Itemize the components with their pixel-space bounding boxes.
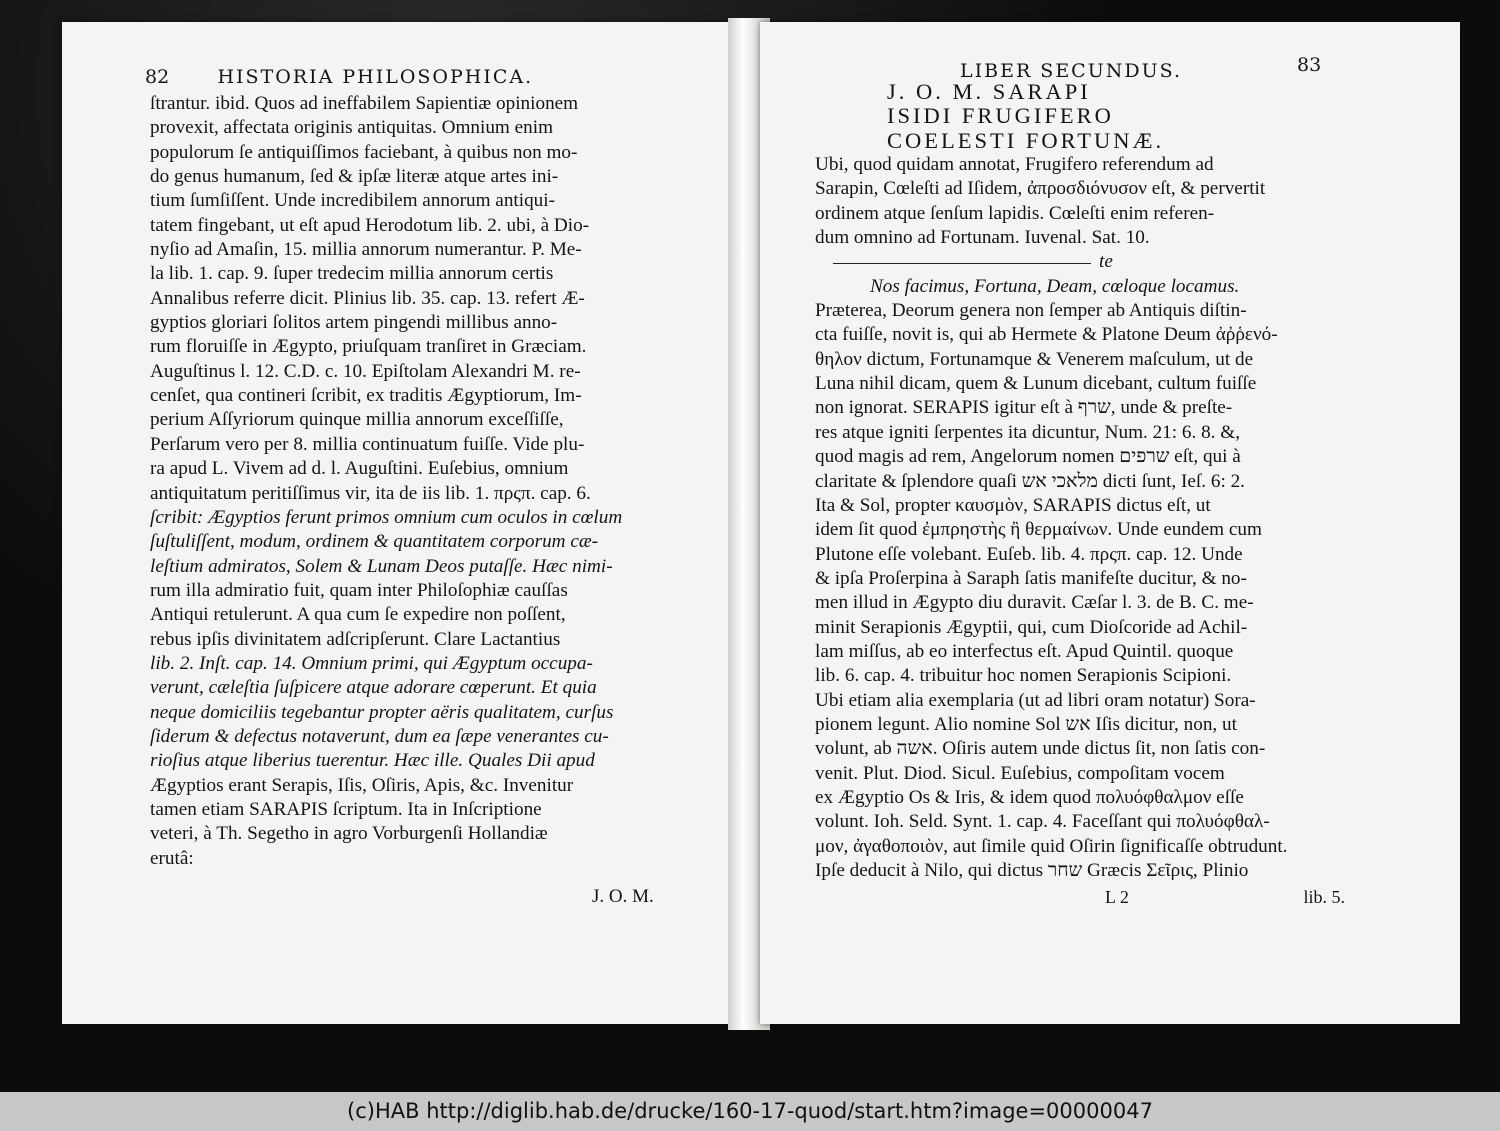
text-line: provexit, affectata originis antiquitas. Omnium enim (150, 117, 554, 139)
text-line: rebus ipſis divinitatem adſcripſerunt. Clare Lactantius (150, 628, 561, 650)
text-line: Sarapin, Cœleſti ad Iſidem, ἀπροσδιόνυσον eſt, & pervertit (815, 178, 1266, 200)
text-line: minit Serapionis Ægyptii, qui, cum Dioſcoride ad Achil- (815, 616, 1248, 638)
text-line: cenſet, qua contineri ſcribit, ex traditis Ægyptiorum, Im- (150, 385, 582, 407)
page-footer-right (1105, 887, 1345, 908)
inscription-line: ISIDI FRUGIFERO (887, 104, 1114, 129)
text-line: verunt, cæleſtia ſuſpicere atque adorare cœperunt. Et quia (150, 677, 597, 699)
text-line: erutâ: (150, 847, 194, 869)
text-line: Ubi, quod quidam annotat, Frugifero referendum ad (815, 154, 1214, 176)
verse-line: Nos facimus, Fortuna, Deam, cœloque locamus. (870, 275, 1240, 297)
text-line: idem ſit quod ἐμπρηστὴς ἢ θερμαίνων. Unde eundem cum (815, 519, 1262, 541)
text-line: ſuſtuliſſent, modum, ordinem & quantitatem corporum cæ- (150, 531, 599, 553)
catchword-right: lib. 5. (1303, 887, 1345, 907)
text-line: Ubi etiam alia exemplaria (ut ad libri oram notatur) Sora- (815, 689, 1256, 711)
text-line: rum illa admiratio fuit, quam inter Philoſophiæ cauſſas (150, 579, 568, 601)
copyright-footer: (c)HAB http://diglib.hab.de/drucke/160-17-quod/start.htm?image=00000047 (0, 1092, 1500, 1131)
text-line: volunt, ab אשה. Oſiris autem unde dictus ſit, non ſatis con- (815, 738, 1266, 760)
inscription-line: COELESTI FORTUNÆ. (887, 128, 1165, 153)
text-line: tamen etiam SARAPIS ſcriptum. Ita in Inſcriptione (150, 798, 542, 820)
text-line: θηλον dictum, Fortunamque & Venerem maſculum, ut de (815, 348, 1254, 370)
text-line: Præterea, Deorum genera non ſemper ab Antiquis diſtin- (815, 300, 1247, 322)
text-line: μον, ἀγαθοποιὸν, aut ſimile quid Oſirin ſignificaſſe obtrudunt. (815, 835, 1288, 857)
inscription-line: J. O. M. SARAPI (887, 80, 1091, 104)
text-line: do genus humanum, ſed & ipſæ literæ atque artes ini- (150, 166, 559, 188)
text-line: neque domiciliis tegebantur propter aëris qualitatem, curſus (150, 701, 614, 723)
text-line: res atque igniti ſerpentes ita dicuntur, Num. 21: 6. 8. &, (815, 421, 1241, 443)
text-line: la lib. 1. cap. 9. ſuper tredecim millia annorum certis (150, 263, 554, 285)
text-line: perium Aſſyriorum quinque millia annorum exceſſiſſe, (150, 409, 564, 431)
right-page-body (815, 80, 1389, 883)
text-line: lam miſſus, ab eo interfectus eſt. Apud Quintil. quoque (815, 640, 1234, 662)
page-number-left: 82 (145, 66, 170, 88)
rule-line (833, 263, 1091, 264)
rule-word: te (1099, 251, 1113, 273)
text-line: Ita & Sol, propter καυσμὸν, SARAPIS dictus eſt, ut (815, 494, 1211, 516)
text-line: veteri, à Th. Segetho in agro Vorburgenſi Hollandiæ (150, 823, 548, 845)
text-line: claritate & ſplendore quaſi מלאכי אש dicti ſunt, Ieſ. 6: 2. (815, 470, 1245, 492)
text-line: ra apud L. Vivem ad d. l. Auguſtini. Euſebius, omnium (150, 458, 569, 480)
text-line: antiquitatum peritiſſimus vir, ita de iis lib. 1. πρςπ. cap. 6. (150, 482, 591, 504)
text-line: rum floruiſſe in Ægypto, priuſquam tranſiret in Græciam. (150, 336, 587, 358)
page-number-right: 83 (1297, 54, 1322, 76)
text-line: non ignorat. SERAPIS igitur eſt à שרף, unde & preſte- (815, 397, 1233, 419)
left-page-header (145, 66, 533, 88)
text-line: tatem fingebant, ut eſt apud Herodotum lib. 2. ubi, à Dio- (150, 214, 590, 236)
text-line: Perſarum vero per 8. millia continuatum fuiſſe. Vide plu- (150, 433, 585, 455)
text-line: pionem legunt. Alio nomine Sol אש Iſis dicitur, non, ut (815, 713, 1237, 735)
text-line: & ipſa Proſerpina à Saraph ſatis manifeſte ducitur, & no- (815, 567, 1247, 589)
text-line: venit. Plut. Diod. Sicul. Euſebius, compoſitam vocem (815, 762, 1225, 784)
text-line: Auguſtinus l. 12. C.D. c. 10. Epiſtolam Alexandri M. re- (150, 360, 581, 382)
catchword-left: J. O. M. (592, 886, 654, 907)
running-title-left: HISTORIA PHILOSOPHICA. (217, 66, 534, 88)
text-line: ſiderum & defectus notaverunt, dum ea ſæpe venerantes cu- (150, 725, 609, 747)
text-line: tium ſumſiſſent. Unde incredibilem annorum antiqui- (150, 190, 555, 212)
text-line: dum omnino ad Fortunam. Iuvenal. Sat. 10. (815, 227, 1150, 249)
text-line: rioſius atque liberius tuerentur. Hæc ille. Quales Dii apud (150, 750, 595, 772)
text-line: quod magis ad rem, Angelorum nomen שרפים eſt, qui à (815, 446, 1241, 468)
text-line: leſtium admiratos, Solem & Lunam Deos putaſſe. Hæc nimi- (150, 555, 613, 577)
text-line: Ipſe deducit à Nilo, qui dictus שחר Græcis Σεῖρις, Plinio (815, 860, 1249, 881)
right-page (760, 22, 1460, 1024)
text-line: lib. 6. cap. 4. tribuitur hoc nomen Serapionis Scipioni. (815, 665, 1232, 687)
text-line: lib. 2. Inſt. cap. 14. Omnium primi, qui Ægyptum occupa- (150, 652, 593, 674)
text-line: Antiqui retulerunt. A qua cum ſe expedire non poſſent, (150, 604, 566, 626)
running-title-right: LIBER SECUNDUS. (960, 60, 1182, 82)
left-page-body (150, 92, 725, 871)
text-line: volunt. Ioh. Seld. Synt. 1. cap. 4. Faceſſant qui πολυόφθαλ- (815, 811, 1270, 833)
text-line: ordinem atque ſenſum lapidis. Cœleſti enim referen- (815, 202, 1215, 224)
left-page (62, 22, 738, 1024)
text-line: Plutone eſſe volebant. Euſeb. lib. 4. πρςπ. cap. 12. Unde (815, 543, 1243, 565)
text-line: Luna nihil dicam, quem & Lunum dicebant, cultum fuiſſe (815, 373, 1257, 395)
text-line: nyſio ad Amaſin, 15. millia annorum numerantur. P. Me- (150, 239, 582, 261)
text-line: Annalibus referre dicit. Plinius lib. 35. cap. 13. refert Æ- (150, 287, 585, 309)
text-line: men illud in Ægypto diu duravit. Cæſar l. 3. de B. C. me- (815, 592, 1254, 614)
text-line: ex Ægyptio Os & Iris, & idem quod πολυόφθαλμον eſſe (815, 786, 1244, 808)
text-line: populorum ſe antiquiſſimos faciebant, à quibus non mo- (150, 141, 578, 163)
verse-rule (815, 250, 1389, 274)
signature-mark: L 2 (1105, 887, 1129, 907)
text-line: ſcribit: Ægyptios ferunt primos omnium cum oculos in cœlum (150, 506, 623, 528)
text-line: cta fuiſſe, novit is, qui ab Hermete & Platone Deum ἀῤῥενό- (815, 324, 1278, 346)
text-line: Ægyptios erant Serapis, Iſis, Oſiris, Apis, &c. Invenitur (150, 774, 574, 796)
text-line: gyptios gloriari ſolitos artem pingendi millibus anno- (150, 312, 558, 334)
text-line: ſtrantur. ibid. Quos ad ineffabilem Sapientiæ opinionem (150, 93, 579, 114)
